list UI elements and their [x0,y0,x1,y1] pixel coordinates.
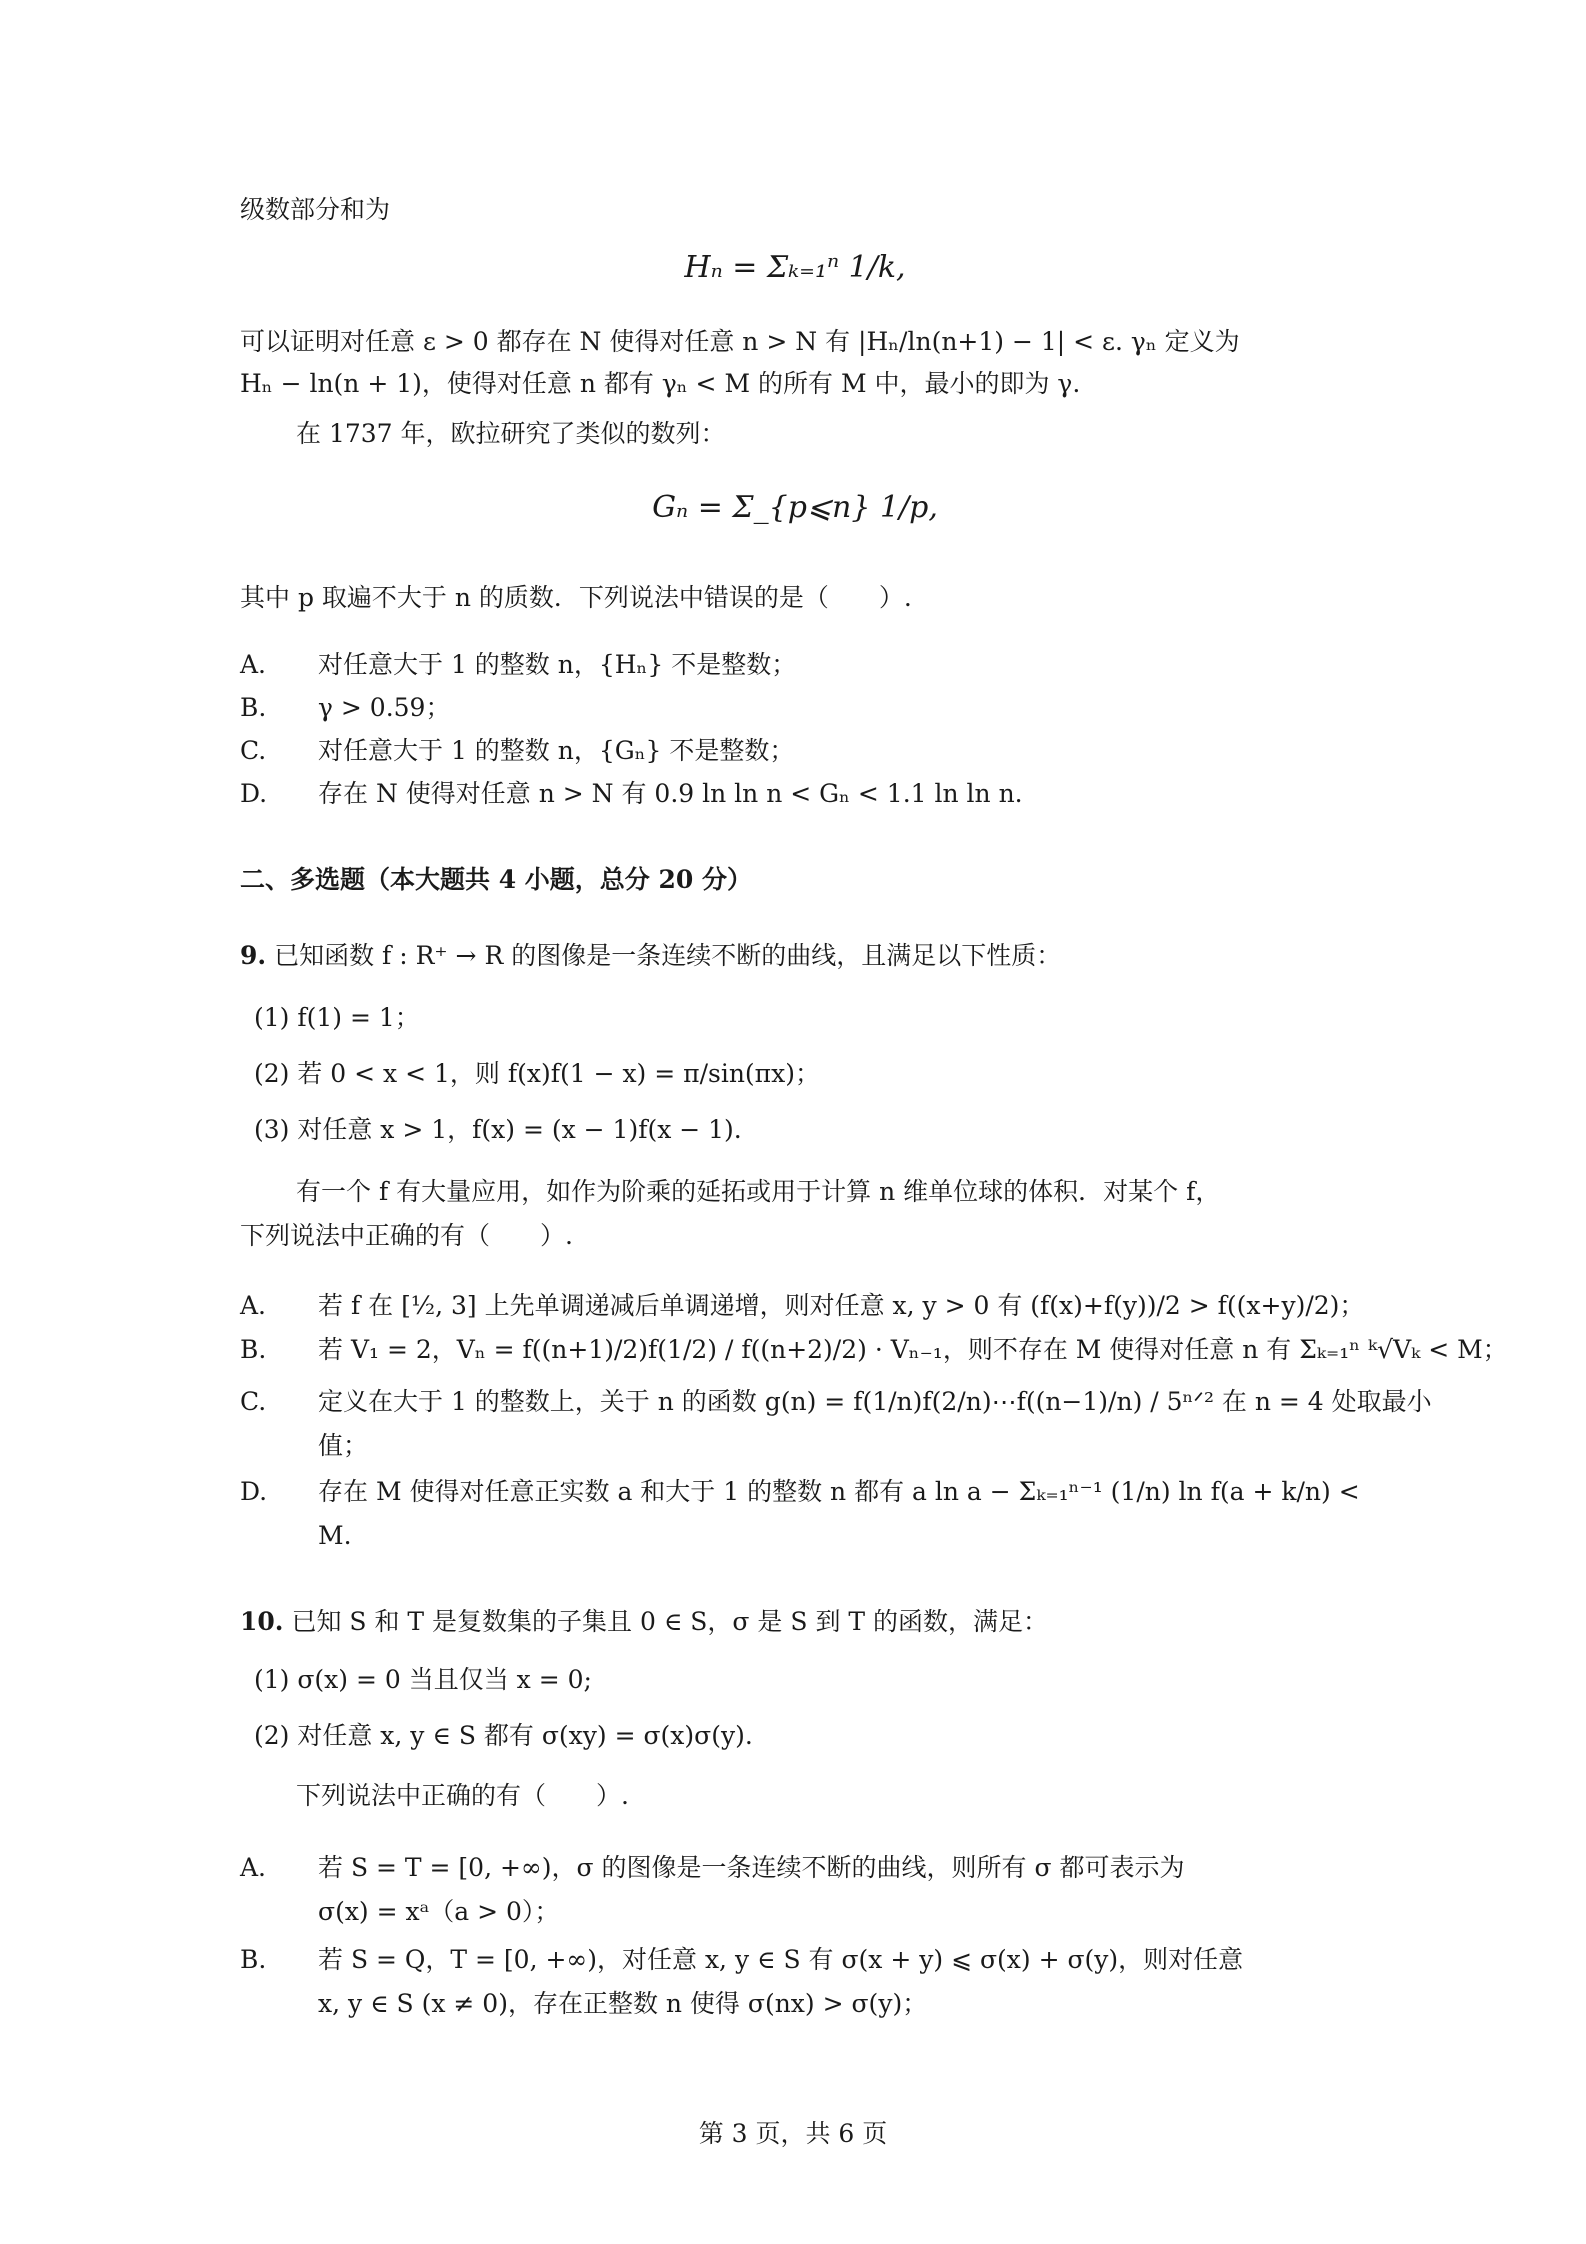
option-text: 定义在大于 1 的整数上，关于 n 的函数 g(n) = f(1/n)f(2/n)⋯f((n−1)/n) / 5ⁿᐟ² 在 n = 4 处取最小 [318,1387,1432,1416]
page-content [240,0,1508,2244]
option-label: B. [240,1945,267,1974]
q10-option-b [240,1940,1350,1980]
question-stem: 已知函数 f : R⁺ → R 的图像是一条连续不断的曲线，且满足以下性质： [274,941,1062,970]
q9-stem [240,936,1350,976]
q9-prop-3: (3) 对任意 x > 1，f(x) = (x − 1)f(x − 1). [254,1115,742,1144]
option-label: A. [240,650,267,679]
q10-prop-2: (2) 对任意 x, y ∈ S 都有 σ(xy) = σ(x)σ(y). [254,1721,753,1750]
option-text: 若 f 在 [½, 3] 上先单调递减后单调递增，则对任意 x, y > 0 有 (f(x)+f(y))/2 > f((x+y)/2)； [318,1291,1365,1320]
q9-option-a [240,1286,1365,1326]
option-text: 若 S = Q，T = [0, +∞)，对任意 x, y ∈ S 有 σ(x + y) ⩽ σ(x) + σ(y)，则对任意 [318,1945,1244,1974]
option-label: D. [240,1477,268,1506]
option-label: C. [240,1387,267,1416]
q9-option-d [240,1472,1360,1512]
q8-option-b [240,688,1350,728]
q9-para-1: 有一个 f 有大量应用，如作为阶乘的延拓或用于计算 n 维单位球的体积．对某个 f， [296,1177,1221,1206]
option-text: 存在 M 使得对任意正实数 a 和大于 1 的整数 n 都有 a ln a − Σₖ₌₁ⁿ⁻¹ (1/n) ln f(a + k/n) < [318,1477,1360,1506]
intro-line-2: 可以证明对任意 ε > 0 都存在 N 使得对任意 n > N 有 |Hₙ/ln(n+1) − 1| < ε. γₙ 定义为 [240,327,1240,356]
option-text: 对任意大于 1 的整数 n，{Hₙ} 不是整数； [318,650,797,679]
q10-option-a-cont: σ(x) = xᵃ（a > 0）； [318,1897,560,1926]
q9-option-b [240,1330,1508,1370]
option-label: B. [240,1335,267,1364]
option-label: D. [240,779,268,808]
option-label: C. [240,736,267,765]
intro-line-4: 在 1737 年，欧拉研究了类似的数列： [296,419,726,448]
section-heading: 二、多选题（本大题共 4 小题，总分 20 分） [240,865,753,894]
option-label: A. [240,1291,267,1320]
intro-line-3: Hₙ − ln(n + 1)，使得对任意 n 都有 γₙ < M 的所有 M 中，最小的即为 γ. [240,369,1081,398]
option-text: 对任意大于 1 的整数 n，{Gₙ} 不是整数； [318,736,795,765]
q10-option-a [240,1848,1350,1888]
q8-option-a [240,645,1350,685]
q9-prop-1: (1) f(1) = 1； [254,1003,420,1032]
question-number: 9. [240,941,267,970]
formula-prime-sum: Gₙ = Σ_{p⩽n} 1/p, [652,490,938,525]
question-number: 10. [240,1607,284,1636]
option-text: 若 S = T = [0, +∞)，σ 的图像是一条连续不断的曲线，则所有 σ 都可表示为 [318,1853,1185,1882]
q9-para-2: 下列说法中正确的有（ ）. [240,1221,573,1250]
option-label: A. [240,1853,267,1882]
q9-option-d-cont: M. [318,1521,352,1550]
q8-option-d [240,774,1350,814]
formula-harmonic: Hₙ = Σₖ₌₁ⁿ 1/k, [684,250,906,285]
q10-stem [240,1602,1350,1642]
q8-option-c [240,731,1350,771]
option-text: 若 V₁ = 2，Vₙ = f((n+1)/2)f(1/2) / f((n+2)/2) · Vₙ₋₁，则不存在 M 使得对任意 n 有 Σₖ₌₁ⁿ ᵏ√Vₖ < M； [318,1335,1508,1364]
question-stem: 已知 S 和 T 是复数集的子集且 0 ∈ S，σ 是 S 到 T 的函数，满足： [291,1607,1049,1636]
q9-option-c [240,1382,1432,1422]
option-text: 存在 N 使得对任意 n > N 有 0.9 ln ln n < Gₙ < 1.1 ln ln n. [318,779,1023,808]
intro-line-5: 其中 p 取遍不大于 n 的质数．下列说法中错误的是（ ）. [240,583,912,612]
option-text: γ > 0.59； [318,693,451,722]
intro-line-1: 级数部分和为 [240,195,391,224]
page-footer: 第 3 页，共 6 页 [698,2119,888,2148]
q10-option-b-cont: x, y ∈ S (x ≠ 0)，存在正整数 n 使得 σ(nx) > σ(y)； [318,1989,928,2018]
q9-prop-2: (2) 若 0 < x < 1，则 f(x)f(1 − x) = π/sin(πx)； [254,1059,820,1088]
q9-option-c-cont: 值； [318,1431,369,1460]
option-label: B. [240,693,267,722]
q10-prop-1: (1) σ(x) = 0 当且仅当 x = 0; [254,1665,592,1694]
q10-para: 下列说法中正确的有（ ）. [296,1781,629,1810]
